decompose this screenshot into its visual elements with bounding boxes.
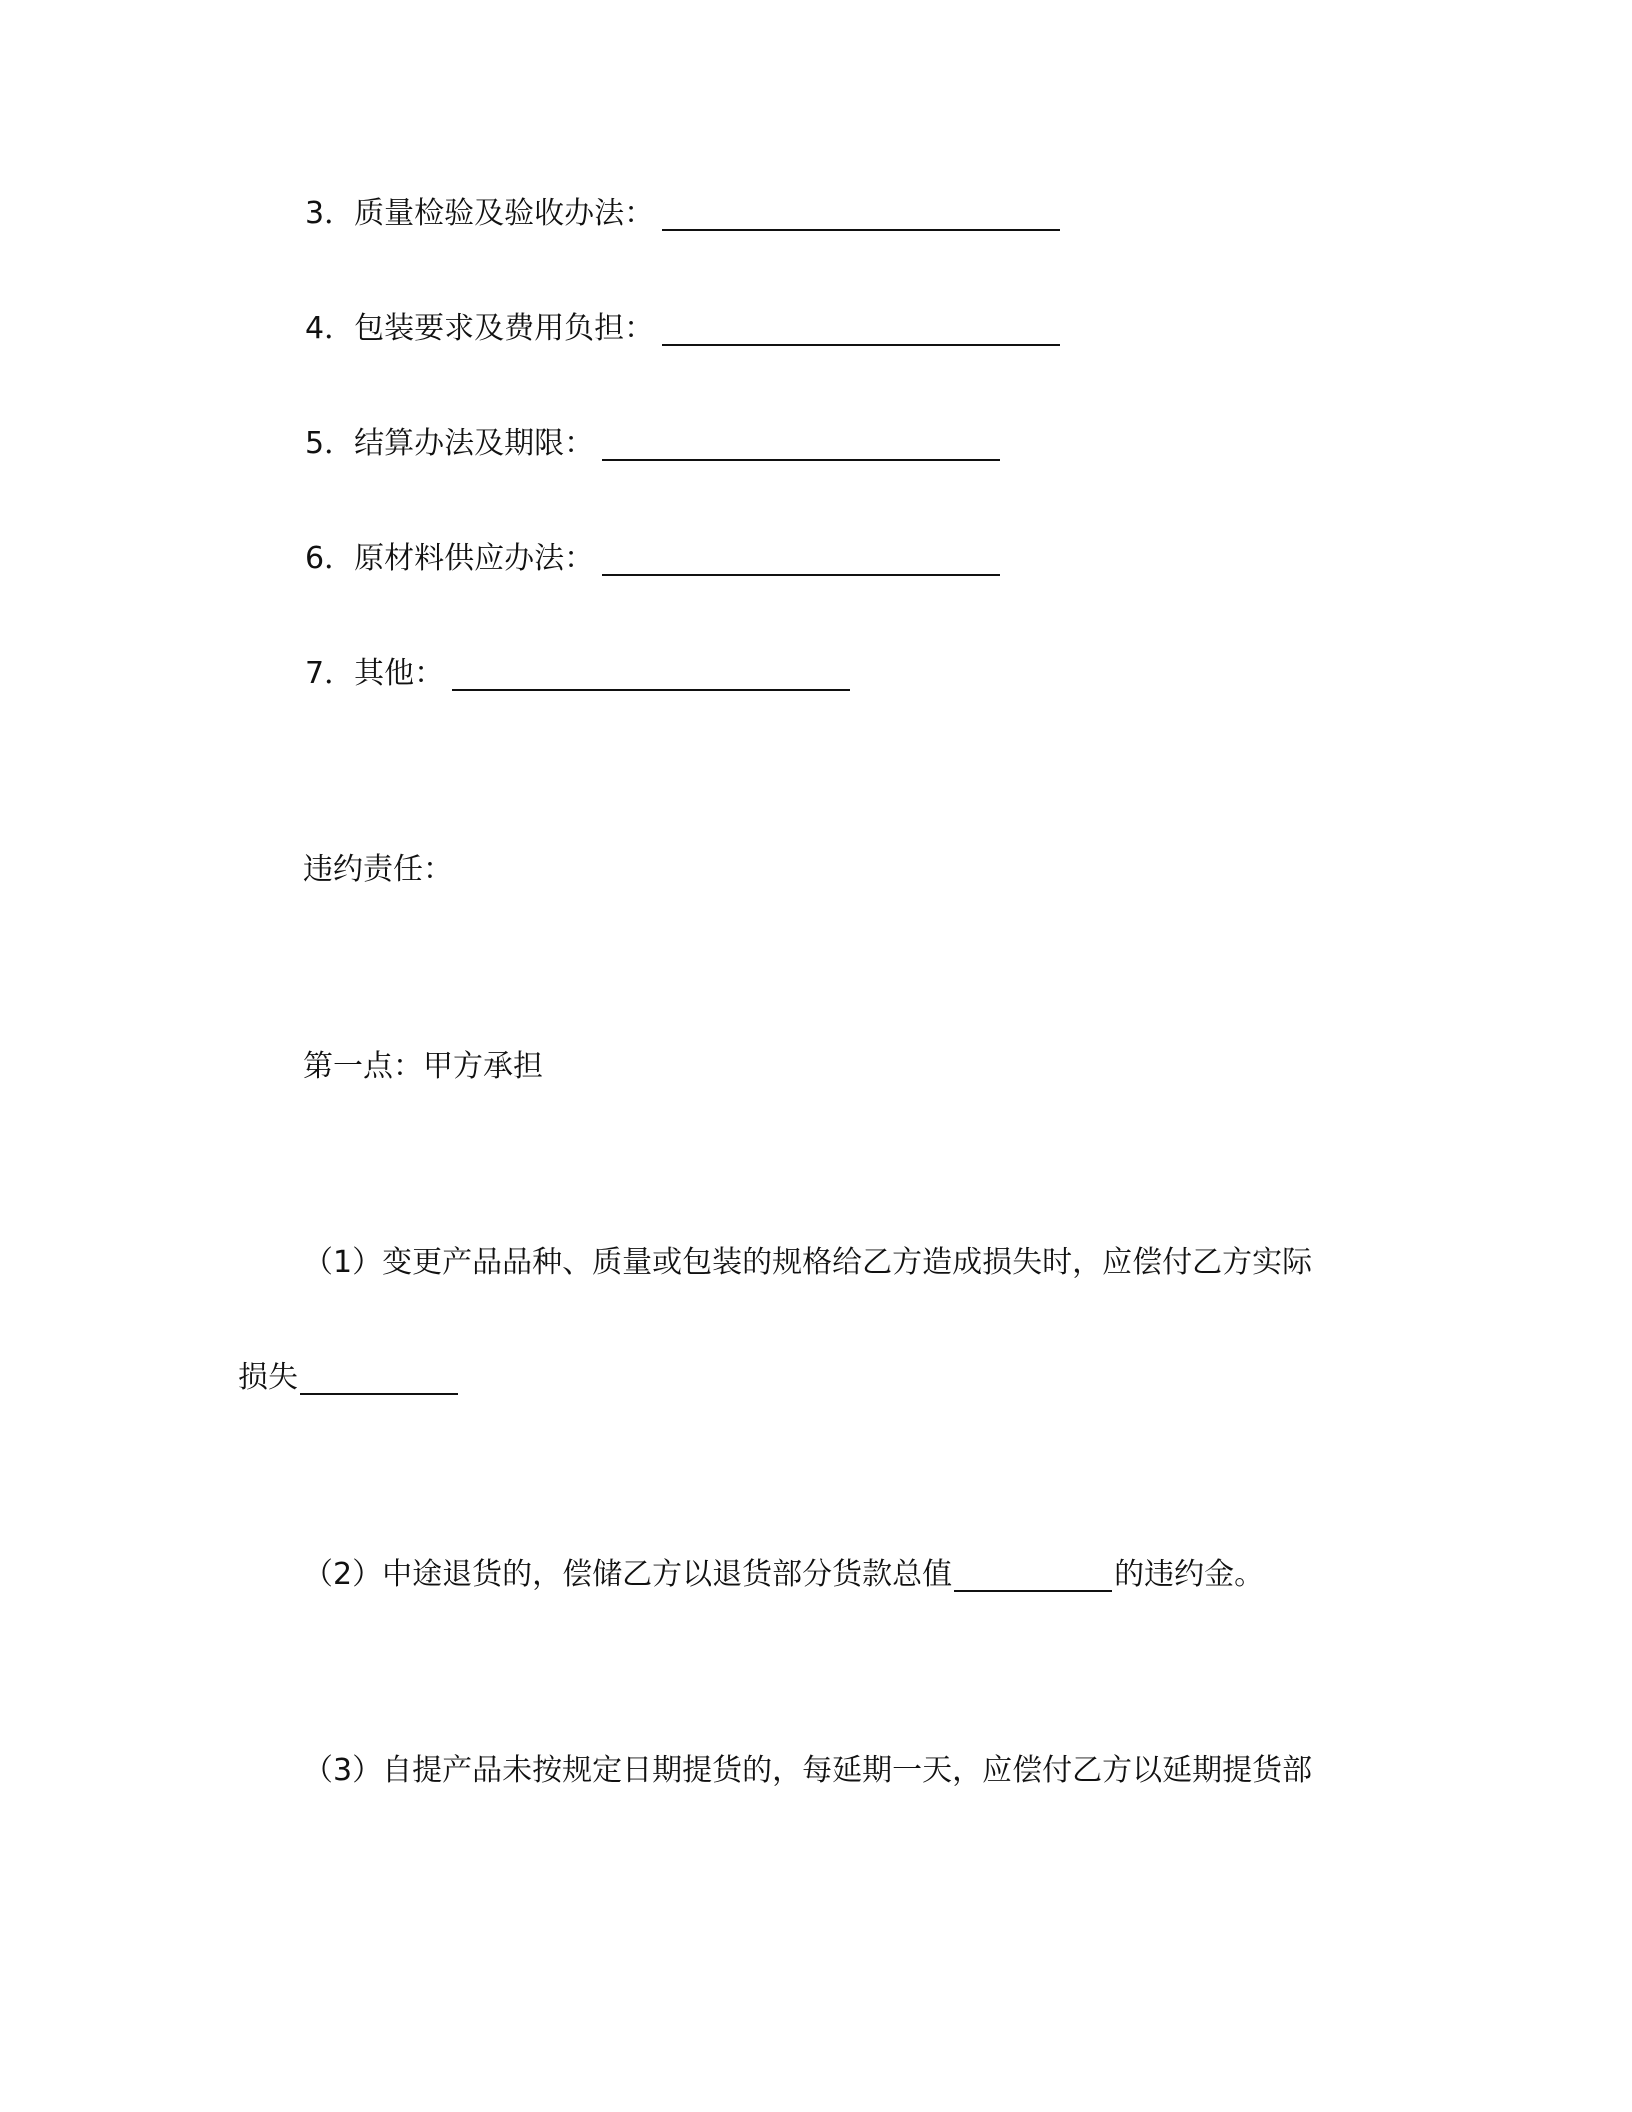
- item-5-label: 5．结算办法及期限：: [305, 426, 595, 461]
- item-3-blank[interactable]: [662, 201, 1060, 231]
- item-4-label: 4．包装要求及费用负担：: [305, 311, 655, 346]
- item-5-blank[interactable]: [602, 431, 1000, 461]
- clause-1-line-1: （1）变更产品品种、质量或包装的规格给乙方造成损失时，应偿付乙方实际: [303, 1245, 1313, 1280]
- item-7: [305, 654, 850, 694]
- item-7-blank[interactable]: [452, 661, 850, 691]
- clause-2-suffix: 的违约金。: [1114, 1557, 1265, 1592]
- liability-heading: 违约责任：: [303, 852, 453, 887]
- point-1-heading: 第一点：甲方承担: [303, 1049, 543, 1084]
- item-6-blank[interactable]: [602, 546, 1000, 576]
- clause-2-prefix: （2）中途退货的，偿储乙方以退货部分货款总值: [303, 1557, 953, 1592]
- item-5: [305, 424, 1000, 464]
- item-3-label: 3．质量检验及验收办法：: [305, 196, 655, 231]
- clause-1-loss-label: 损失: [238, 1360, 298, 1395]
- item-4-blank[interactable]: [662, 316, 1060, 346]
- clause-1-line-2: [238, 1358, 460, 1398]
- item-4: [305, 309, 1060, 349]
- clause-1-blank[interactable]: [300, 1365, 458, 1395]
- clause-2: [303, 1555, 1264, 1595]
- item-6-label: 6．原材料供应办法：: [305, 541, 595, 576]
- item-6: [305, 539, 1000, 579]
- clause-3-line-1: （3）自提产品未按规定日期提货的，每延期一天，应偿付乙方以延期提货部: [303, 1753, 1313, 1788]
- item-7-label: 7．其他：: [305, 656, 445, 691]
- item-3: [305, 194, 1060, 234]
- clause-2-blank[interactable]: [954, 1562, 1112, 1592]
